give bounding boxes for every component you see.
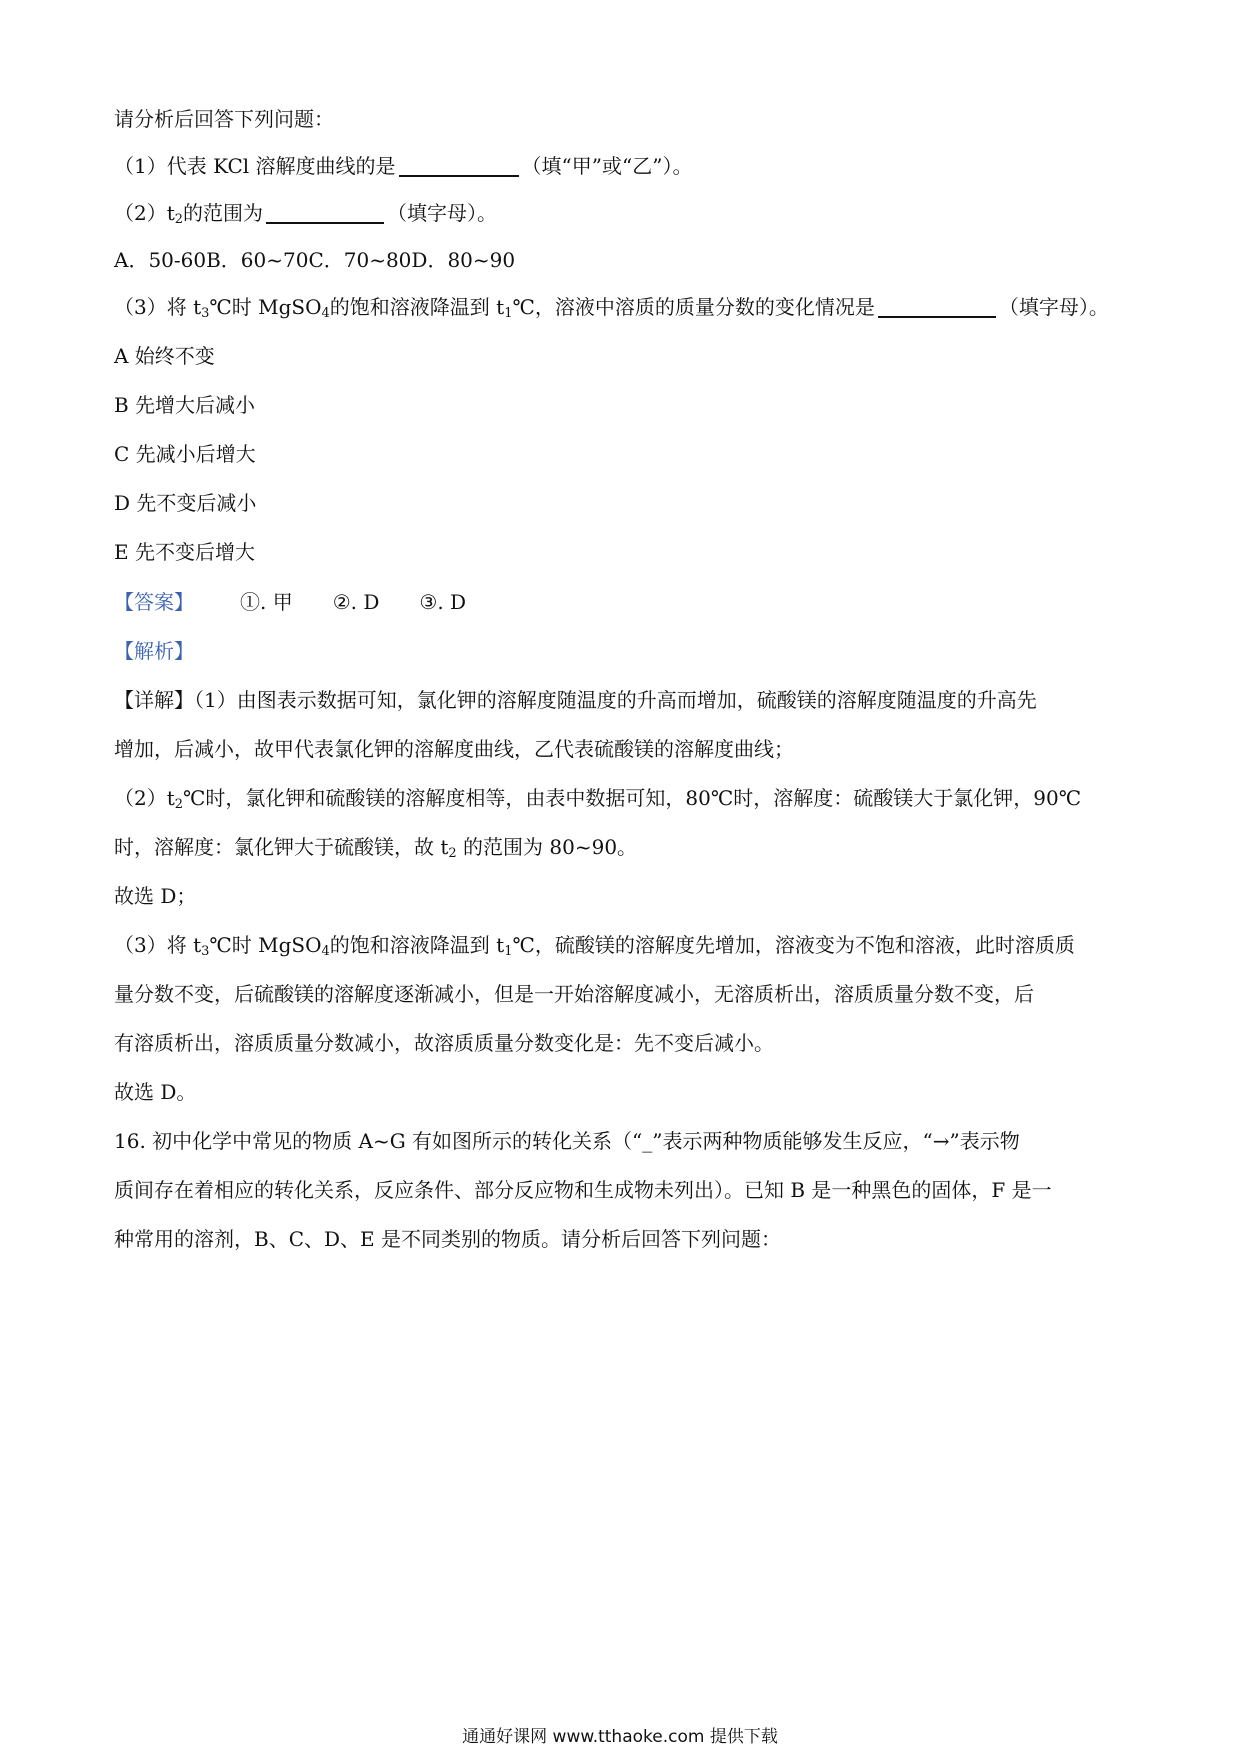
detail-tag: 【详解】 [114,688,194,712]
answer-line [114,587,1130,617]
detail-line-1: 【详解】（1）由图表示数据可知，氯化钾的溶解度随温度的升高而增加，硫酸镁的溶解度随温度的升高先 [114,688,1037,712]
option-b: B 先增大后减小 [114,393,256,417]
option-c: C 先减小后增大 [114,442,256,466]
answer-blank-1[interactable] [399,155,519,177]
question-2: $(2)t_2$的范围为 （填字母）。 [114,201,498,227]
detail-line-3: $(2)t_2℃$时，氯化钾和硫酸镁的溶解度相等，由表中数据可知，80℃时，溶解度：硫酸镁大于氯化钾，90℃ [114,786,1082,812]
analysis-tag: 【解析】 [114,639,194,663]
option-e: E 先不变后增大 [114,540,255,564]
question-3: （3）将 $t_3℃$时 MgSO$_4$的饱和溶液降温到 $t_1℃$，溶液中溶质的质量分数的变化情况是 （填字母）。 [114,295,1109,321]
detail-line-5: 故选 D； [114,884,197,908]
detail-line-6: （3）将 $t_3℃$时 MgSO$_4$的饱和溶液降温到 $t_1℃$，硫酸镁的溶解度先增加，溶液变为不饱和溶液，此时溶质质 [114,933,1075,959]
question-16-line-2: 质间存在着相应的转化关系，反应条件、部分反应物和生成物未列出）。已知 B 是一种黑色的固体，F 是一 [114,1178,1052,1202]
detail-line-7: 量分数不变，后硫酸镁的溶解度逐渐减小，但是一开始溶解度减小，无溶质析出，溶质质量分数不变，后 [114,982,1034,1006]
option-d: D 先不变后减小 [114,491,257,515]
detail-line-9: 故选 D。 [114,1080,197,1104]
question-1: （1）代表 KCl 溶解度曲线的是 （填“甲”或“乙”）。 [114,154,693,178]
detail-line-8: 有溶质析出，溶质质量分数减小，故溶质质量分数变化是：先不变后减小。 [114,1031,774,1055]
detail-line-4: 时，溶解度：氯化钾大于硫酸镁，故 $t_2$ 的范围为 80~90。 [114,835,638,861]
question-16-line-3: 种常用的溶剂，B、C、D、E 是不同类别的物质。请分析后回答下列问题： [114,1227,781,1251]
question-16-line-1: 16. 初中化学中常见的物质 A~G 有如图所示的转化关系（“_”表示两种物质能够发生反应，“→”表示物 [114,1129,1020,1153]
question-2-options: A．50-60B．60~70C．70~80D．80~90 [114,248,516,272]
answer-blank-3[interactable] [878,296,996,318]
answer-3: ③. D [419,590,467,614]
answer-1: ①. 甲 [240,590,293,614]
answer-blank-2[interactable] [266,202,384,224]
detail-line-2: 增加，后减小，故甲代表氯化钾的溶解度曲线，乙代表硫酸镁的溶解度曲线； [114,737,794,761]
answer-2: ②. D [332,590,380,614]
page-footer: 通通好课网 www.tthaoke.com 提供下载 [462,1727,778,1747]
answer-tag: 【答案】 [114,590,194,614]
intro-text: 请分析后回答下列问题： [114,107,334,131]
option-a: A 始终不变 [114,344,215,368]
